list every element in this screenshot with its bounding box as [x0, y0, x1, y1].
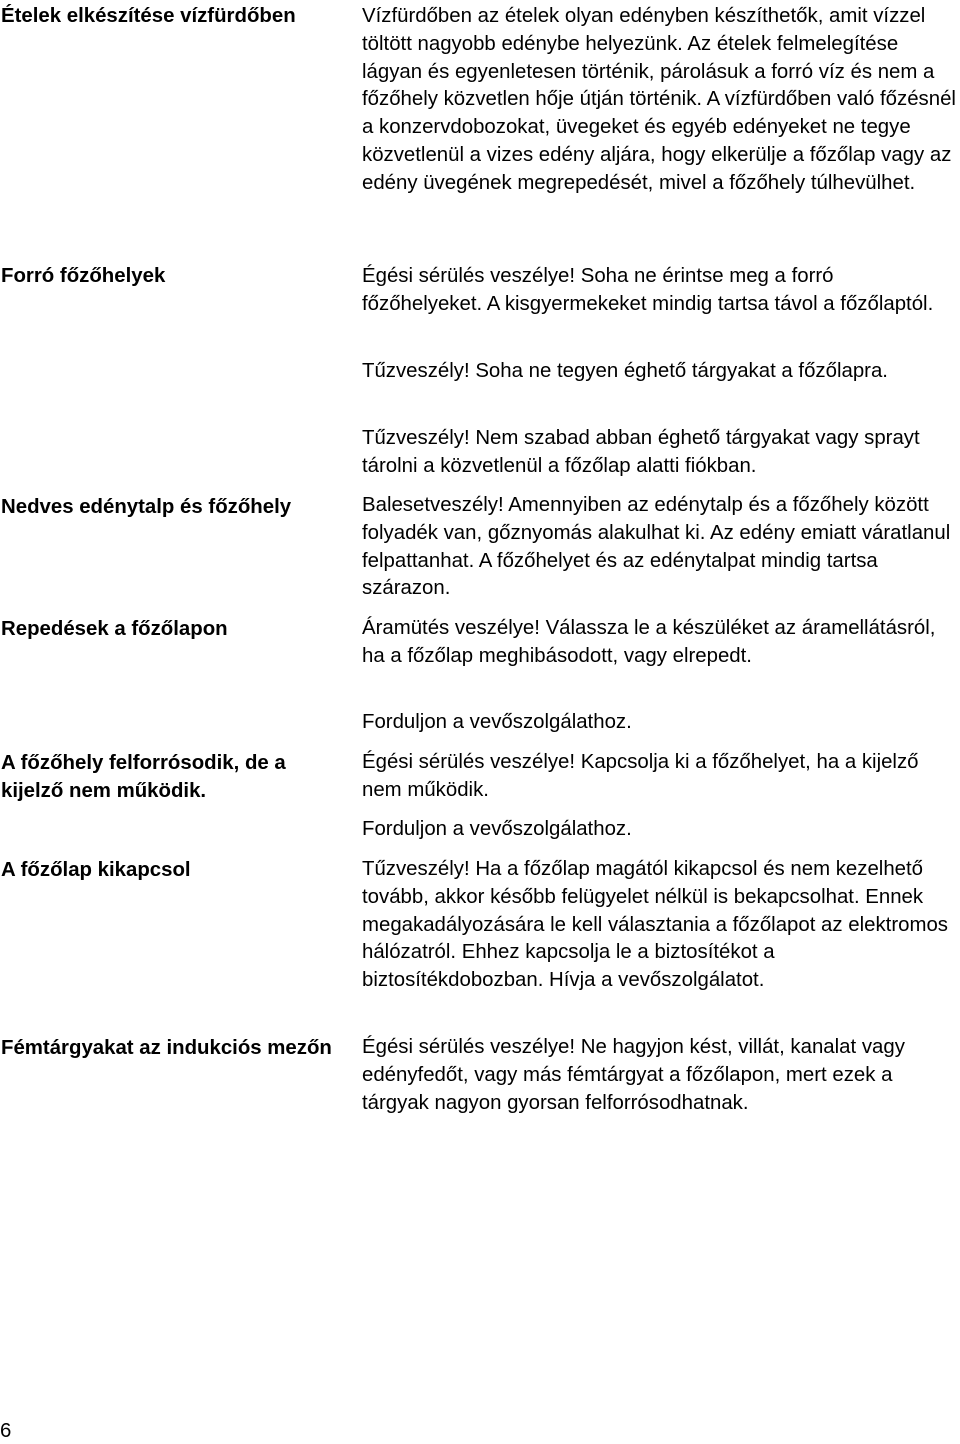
section-text-wet-pan-base — [362, 492, 958, 603]
paragraph: Tűzveszély! Ha a főzőlap magától kikapcsol és nem kezelhető tovább, akkor később felügyelet nélkül is bekapcsolhat. Ennek megakadályozására le kell választania a főzőlapot az elektromos hálózatról. Ehhez kapcsolja le a biztosítékot a biztosítékdobozban. Hívja a vevőszolgálatot. — [362, 858, 948, 992]
section-text-fire-hazard-2 — [362, 425, 958, 481]
paragraph: Áramütés veszélye! Válassza le a készüléket az áramellátásról, ha a főzőlap meghibásodott, vagy elrepedt. — [362, 617, 936, 667]
section-label-water-bath: Ételek elkészítése vízfürdőben — [1, 5, 296, 27]
paragraph: Vízfürdőben az ételek olyan edényben készíthetők, amit vízzel töltött nagyobb edénybe helyezünk. Az ételek felmelegítése lágyan és egyenletesen történik, párolásuk a forró víz és nem a főzőhely közvetlen hője útján történik. A vízfürdőben való főzésnél a konzervdobozokat, üvegeket és egyéb edényeket ne tegye közvetlenül a vizes edény aljára, hogy elkerülje a főzőlap vagy az edény üvegének megrepedését, mivel a főzőhely túlhevülhet. — [362, 5, 956, 194]
section-label-cracks: Repedések a főzőlapon — [1, 618, 228, 640]
paragraph: Forduljon a vevőszolgálathoz. — [362, 711, 632, 733]
section-text-cracks — [362, 615, 958, 671]
section-label-display-fault: A főzőhely felforrósodik, de a kijelző nem működik. — [1, 752, 286, 802]
section-text-cracks-service — [362, 709, 958, 737]
section-label-hot-cooking-zones: Forró főzőhelyek — [1, 265, 166, 287]
paragraph: Égési sérülés veszélye! Ne hagyjon kést, villát, kanalat vagy edényfedőt, vagy más fémtárgyat a főzőlapon, mert ezek a tárgyak nagyon gyorsan felforrósodhatnak. — [362, 1036, 905, 1114]
paragraph: Tűzveszély! Soha ne tegyen éghető tárgyakat a főzőlapra. — [362, 360, 888, 382]
section-text-display-fault — [362, 749, 958, 805]
section-text-hob-switches-off — [362, 856, 958, 995]
section-text-water-bath — [362, 3, 958, 198]
section-label-wet-pan-base: Nedves edénytalp és főzőhely — [1, 496, 292, 518]
paragraph: Forduljon a vevőszolgálathoz. — [362, 818, 632, 840]
page-number: 6 — [0, 1420, 12, 1442]
section-text-fire-hazard-1 — [362, 358, 958, 386]
section-label-hob-switches-off: A főzőlap kikapcsol — [1, 859, 191, 881]
paragraph: Égési sérülés veszélye! Kapcsolja ki a főzőhelyet, ha a kijelző nem működik. — [362, 751, 919, 801]
section-label-metal-objects: Fémtárgyakat az indukciós mezőn — [1, 1037, 332, 1059]
section-text-display-fault-service — [362, 816, 958, 844]
paragraph: Balesetveszély! Amennyiben az edénytalp és a főzőhely között folyadék van, gőznyomás alakulhat ki. Az edény emiatt váratlanul felpattanhat. A főzőhelyet és az edénytalpat mindig tartsa szárazon. — [362, 494, 951, 600]
section-text-metal-objects — [362, 1034, 958, 1117]
section-text-hot-cooking-zones — [362, 263, 958, 319]
paragraph: Égési sérülés veszélye! Soha ne érintse meg a forró főzőhelyeket. A kisgyermekeket mindig tartsa távol a főzőlaptól. — [362, 265, 934, 315]
paragraph: Tűzveszély! Nem szabad abban éghető tárgyakat vagy sprayt tárolni a közvetlenül a főzőlap alatti fiókban. — [362, 427, 920, 477]
